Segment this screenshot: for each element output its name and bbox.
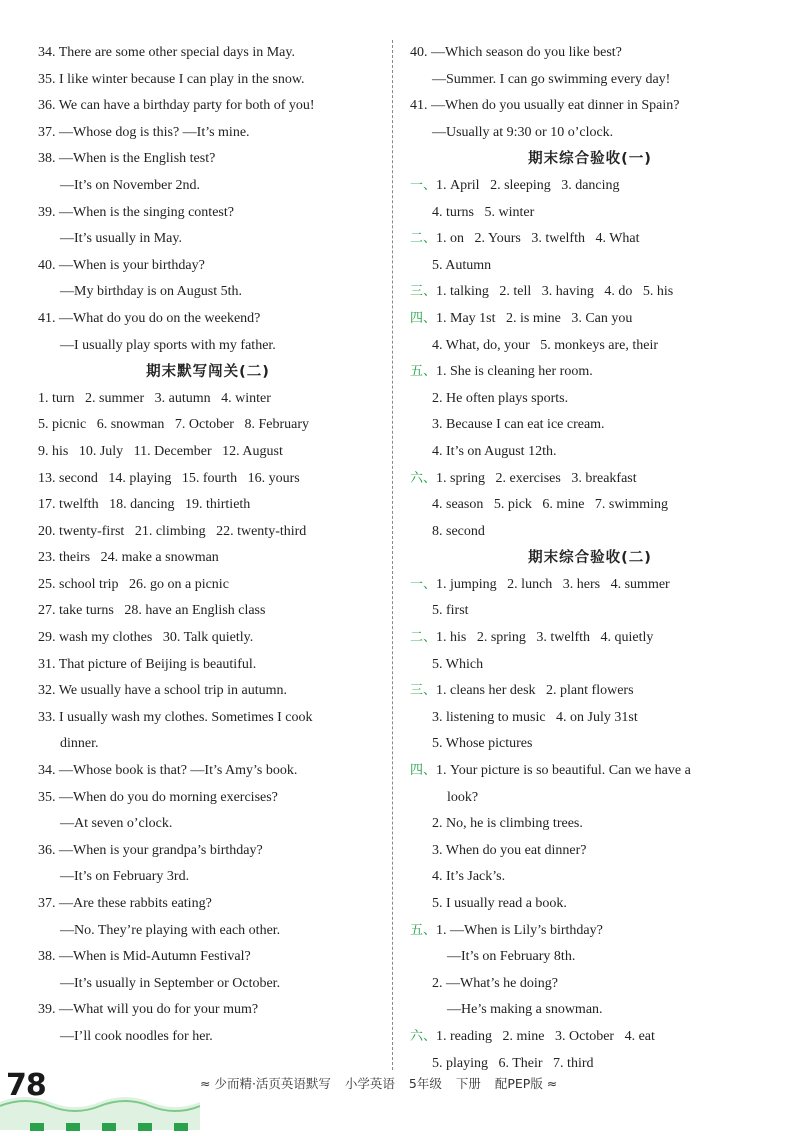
answer-line bbox=[410, 173, 770, 200]
answer-text: 1. cleans her desk 2. plant flowers bbox=[436, 683, 634, 699]
section-marker: 五、 bbox=[410, 364, 437, 380]
answer-text: 1. reading 2. mine 3. October 4. eat bbox=[436, 1028, 655, 1044]
answer-text: 4. It’s on August 12th. bbox=[432, 443, 557, 459]
answer-line bbox=[410, 997, 770, 1024]
answer-text: —He’s making a snowman. bbox=[447, 1002, 603, 1018]
answer-line bbox=[410, 253, 770, 280]
answer-line: —It’s usually in May. bbox=[60, 231, 182, 247]
answer-line bbox=[410, 412, 770, 439]
answer-line: 41. —What do you do on the weekend? bbox=[38, 310, 261, 326]
answer-line: 31. That picture of Beijing is beautiful. bbox=[38, 656, 257, 672]
edition-label: 配PEP版 ≈ bbox=[494, 1076, 558, 1091]
answer-line: 38. —When is the English test? bbox=[38, 151, 216, 167]
subject-label: 小学英语 bbox=[344, 1076, 395, 1091]
answer-line bbox=[410, 891, 770, 918]
answer-line: —At seven o’clock. bbox=[60, 816, 173, 832]
answer-text: 8. second bbox=[432, 523, 485, 539]
section-marker: 三、 bbox=[410, 284, 437, 300]
answer-line bbox=[410, 306, 770, 333]
answer-line: 38. —When is Mid-Autumn Festival? bbox=[38, 949, 251, 965]
answer-line: 35. I like winter because I can play in the snow. bbox=[38, 71, 305, 87]
answer-line: —It’s on November 2nd. bbox=[60, 177, 200, 193]
section-marker: 五、 bbox=[410, 922, 437, 938]
answer-line bbox=[410, 492, 770, 519]
answer-line: 5. picnic 6. snowman 7. October 8. February bbox=[38, 417, 309, 433]
answer-line: —No. They’re playing with each other. bbox=[60, 922, 281, 938]
answer-line: 33. I usually wash my clothes. Sometimes I cook bbox=[38, 709, 313, 725]
answer-text: 5. first bbox=[432, 603, 469, 619]
page-footer bbox=[0, 1060, 800, 1132]
answer-line: 39. —What will you do for your mum? bbox=[38, 1002, 259, 1018]
answer-line: dinner. bbox=[60, 736, 99, 752]
answer-text: 2. —What’s he doing? bbox=[432, 975, 558, 991]
answer-text: —It’s on February 8th. bbox=[447, 949, 576, 965]
answer-line bbox=[410, 678, 770, 705]
answer-line: —I’ll cook noodles for her. bbox=[60, 1028, 213, 1044]
answer-line: 20. twenty-first 21. climbing 22. twenty-third bbox=[38, 523, 307, 539]
right-answers-top bbox=[410, 40, 770, 146]
answer-text: 5. Autumn bbox=[432, 257, 492, 273]
answer-line bbox=[410, 386, 770, 413]
section-marker: 六、 bbox=[410, 1028, 437, 1044]
answer-line bbox=[410, 758, 770, 785]
answer-line: —I usually play sports with my father. bbox=[60, 337, 276, 353]
answer-line bbox=[410, 625, 770, 652]
section-marker: 一、 bbox=[410, 177, 437, 193]
answer-text: 1. on 2. Yours 3. twelfth 4. What bbox=[436, 231, 640, 247]
answer-line bbox=[410, 944, 770, 971]
answer-text: look? bbox=[447, 789, 479, 805]
answer-text: 1. Your picture is so beautiful. Can we have a bbox=[436, 763, 691, 779]
answer-line: —Usually at 9:30 or 10 o’clock. bbox=[432, 124, 614, 140]
answer-text: 4. season 5. pick 6. mine 7. swimming bbox=[432, 497, 669, 513]
answer-line bbox=[410, 705, 770, 732]
answer-line: 1. turn 2. summer 3. autumn 4. winter bbox=[38, 390, 271, 406]
answer-text: 4. It’s Jack’s. bbox=[432, 869, 506, 885]
section-heading-final-test-2: 期末综合验收(二) bbox=[528, 550, 652, 567]
section-marker: 三、 bbox=[410, 683, 437, 699]
answer-line: —My birthday is on August 5th. bbox=[60, 284, 243, 300]
volume-label: 下册 bbox=[455, 1076, 481, 1091]
answer-text: 3. When do you eat dinner? bbox=[432, 842, 587, 858]
answer-line: 37. —Are these rabbits eating? bbox=[38, 896, 212, 911]
answer-line bbox=[410, 971, 770, 998]
section-marker: 六、 bbox=[410, 470, 437, 486]
answer-line: 34. There are some other special days in May. bbox=[38, 45, 295, 60]
answer-line: 39. —When is the singing contest? bbox=[38, 204, 234, 220]
left-column bbox=[38, 40, 378, 1051]
footer-book-info bbox=[200, 1074, 567, 1092]
answer-text: 1. his 2. spring 3. twelfth 4. quietly bbox=[436, 630, 654, 646]
answer-line: 36. We can have a birthday party for both of you! bbox=[38, 98, 315, 114]
answer-line: 29. wash my clothes 30. Talk quietly. bbox=[38, 630, 254, 646]
answer-line bbox=[410, 918, 770, 945]
answer-line bbox=[410, 811, 770, 838]
answer-line bbox=[410, 598, 770, 625]
answer-line: —Summer. I can go swimming every day! bbox=[432, 71, 671, 87]
answer-line: 9. his 10. July 11. December 12. August bbox=[38, 443, 283, 459]
answer-line: 13. second 14. playing 15. fourth 16. yours bbox=[38, 470, 300, 486]
book-title: ≈ 少而精·活页英语默写 bbox=[200, 1076, 331, 1091]
answer-line: 27. take turns 28. have an English class bbox=[38, 603, 266, 619]
answer-line bbox=[410, 359, 770, 386]
answer-line: —It’s usually in September or October. bbox=[60, 975, 281, 991]
right-column bbox=[410, 40, 770, 1077]
answer-line: 17. twelfth 18. dancing 19. thirtieth bbox=[38, 497, 251, 513]
final-test-1-answers bbox=[410, 173, 770, 545]
answer-text: 1. spring 2. exercises 3. breakfast bbox=[436, 470, 637, 486]
answer-text: 2. No, he is climbing trees. bbox=[432, 816, 583, 832]
answer-text: 1. May 1st 2. is mine 3. Can you bbox=[436, 310, 633, 326]
answer-line: 36. —When is your grandpa’s birthday? bbox=[38, 842, 263, 858]
answer-text: 3. Because I can eat ice cream. bbox=[432, 417, 605, 433]
page-number: 78 bbox=[6, 1068, 46, 1103]
answer-text: 1. —When is Lily’s birthday? bbox=[436, 922, 603, 938]
answer-line: 25. school trip 26. go on a picnic bbox=[38, 576, 229, 592]
left-answers-top bbox=[38, 40, 378, 359]
answer-line: 40. —Which season do you like best? bbox=[410, 45, 622, 60]
answer-line bbox=[410, 652, 770, 679]
grade-label: 5年级 bbox=[408, 1076, 442, 1091]
column-divider bbox=[392, 40, 394, 1070]
answer-text: 3. listening to music 4. on July 31st bbox=[432, 709, 638, 725]
answer-line bbox=[410, 1024, 770, 1051]
answer-line: 37. —Whose dog is this? —It’s mine. bbox=[38, 124, 250, 140]
section-marker: 二、 bbox=[410, 630, 437, 646]
answer-line bbox=[410, 572, 770, 599]
answer-line: 41. —When do you usually eat dinner in Spain? bbox=[410, 98, 680, 114]
footer-square-decoration bbox=[30, 1118, 210, 1136]
answer-line bbox=[410, 785, 770, 812]
answer-text: 1. April 2. sleeping 3. dancing bbox=[436, 177, 620, 193]
section-heading-dictation-2: 期末默写闯关(二) bbox=[146, 364, 270, 381]
answer-text: 5. I usually read a book. bbox=[432, 896, 567, 911]
answer-text: 4. turns 5. winter bbox=[432, 204, 535, 220]
answer-text: 5. Whose pictures bbox=[432, 736, 533, 752]
answer-line: 34. —Whose book is that? —It’s Amy’s book. bbox=[38, 763, 298, 779]
section-marker: 二、 bbox=[410, 231, 437, 247]
answer-line bbox=[410, 200, 770, 227]
answer-text: 5. Which bbox=[432, 656, 484, 672]
section-marker: 四、 bbox=[410, 310, 437, 326]
section-marker: 四、 bbox=[410, 763, 437, 779]
section-marker: 一、 bbox=[410, 576, 437, 592]
answer-line: 32. We usually have a school trip in autumn. bbox=[38, 683, 288, 699]
answer-text: 5. playing 6. Their 7. third bbox=[432, 1055, 594, 1071]
answer-text: 1. talking 2. tell 3. having 4. do 5. his bbox=[436, 284, 674, 300]
answer-line bbox=[410, 519, 770, 546]
answer-line bbox=[410, 333, 770, 360]
final-test-2-answers bbox=[410, 572, 770, 1077]
answer-line bbox=[410, 838, 770, 865]
answer-text: 4. What, do, your 5. monkeys are, their bbox=[432, 337, 659, 353]
answer-line bbox=[410, 279, 770, 306]
answer-text: 2. He often plays sports. bbox=[432, 390, 569, 406]
answer-line: 40. —When is your birthday? bbox=[38, 257, 205, 273]
answer-line: 35. —When do you do morning exercises? bbox=[38, 789, 278, 805]
answer-line: 23. theirs 24. make a snowman bbox=[38, 550, 219, 566]
left-answers-dictation bbox=[38, 386, 378, 1051]
answer-line bbox=[410, 466, 770, 493]
answer-text: 1. She is cleaning her room. bbox=[436, 364, 593, 380]
answer-text: 1. jumping 2. lunch 3. hers 4. summer bbox=[436, 576, 670, 592]
answer-line: —It’s on February 3rd. bbox=[60, 869, 190, 885]
answer-line bbox=[410, 439, 770, 466]
answer-line bbox=[410, 226, 770, 253]
answer-line bbox=[410, 864, 770, 891]
answer-line bbox=[410, 731, 770, 758]
section-heading-final-test-1: 期末综合验收(一) bbox=[528, 151, 652, 168]
